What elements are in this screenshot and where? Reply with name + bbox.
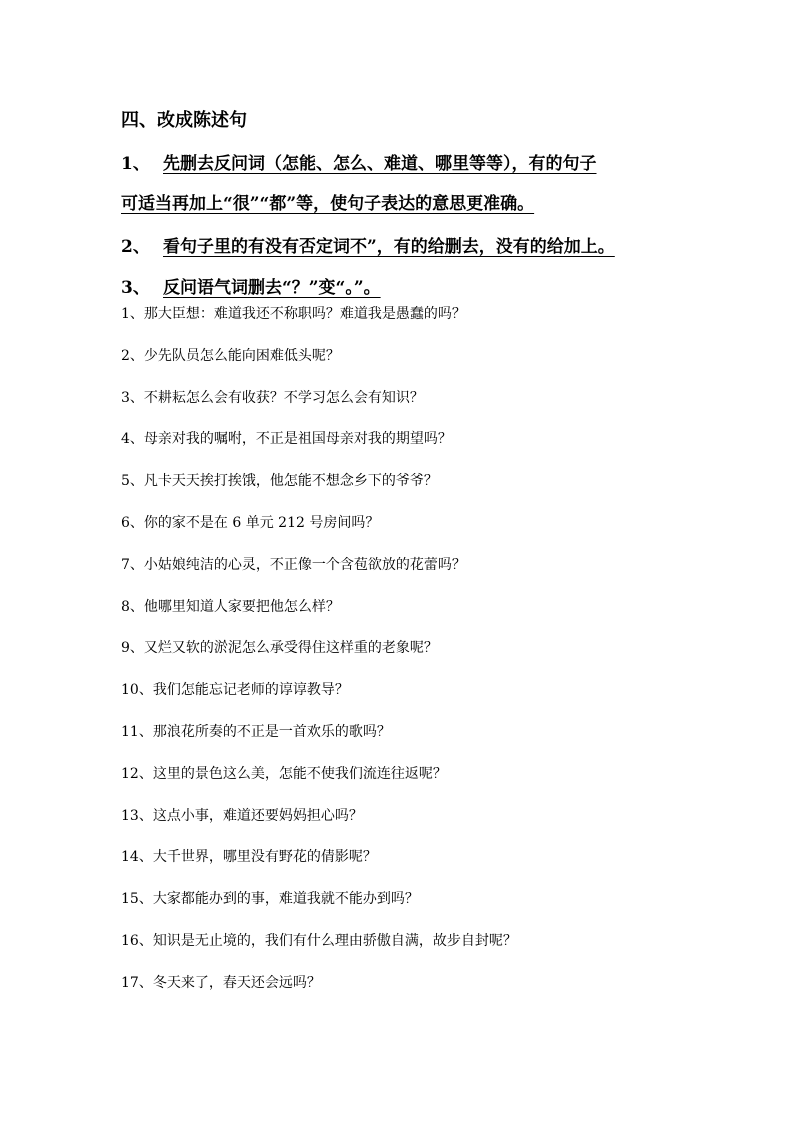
rule-2 — [121, 232, 615, 257]
sentence-item: 8、他哪里知道人家要把他怎么样？ — [121, 598, 340, 615]
sentence-item: 1、那大臣想：难道我还不称职吗？难道我是愚蠢的吗？ — [121, 306, 466, 322]
rule-3-number: 3、 — [121, 278, 150, 298]
rule-1-number: 1、 — [121, 154, 150, 174]
sentence-item: 15、大家都能办到的事，难道我就不能办到吗？ — [121, 891, 419, 908]
sentence-item: 12、这里的景色这么美，怎能不使我们流连往返呢？ — [121, 765, 447, 782]
sentence-item: 3、不耕耘怎么会有收获？不学习怎么会有知识？ — [121, 389, 424, 406]
sentence-item: 13、这点小事，难道还要妈妈担心吗？ — [121, 807, 363, 824]
rule-2-number: 2、 — [121, 237, 150, 257]
rule-1-text-1: 先删去反问词（怎能、怎么、难道、哪里等等），有的句子 — [163, 154, 597, 174]
rule-1-line-2 — [121, 189, 534, 214]
sentence-item: 14、大千世界，哪里没有野花的倩影呢？ — [121, 849, 377, 866]
sentence-list — [121, 305, 721, 1016]
rule-2-text: 看句子里的有没有否定词不”，有的给删去，没有的给加上。 — [163, 237, 615, 257]
sentence-item: 16、知识是无止境的，我们有什么理由骄傲自满，故步自封呢？ — [121, 932, 517, 949]
sentence-item: 7、小姑娘纯洁的心灵，不正像一个含苞欲放的花蕾吗？ — [121, 556, 466, 573]
sentence-item: 5、凡卡天天挨打挨饿，他怎能不想念乡下的爷爷？ — [121, 473, 438, 490]
sentence-item: 2、少先队员怎么能向困难低头呢？ — [121, 347, 340, 364]
rule-3 — [121, 273, 381, 298]
sentence-item: 11、那浪花所奏的不正是一首欢乐的歌吗？ — [121, 723, 391, 740]
sentence-item: 6、你的家不是在 6 单元 212 号房间吗？ — [121, 514, 380, 531]
rule-1-line-1 — [121, 149, 597, 174]
section-heading: 四、改成陈述句 — [121, 110, 247, 131]
rule-1-text-2: 可适当再加上“很”“都”等，使句子表达的意思更准确。 — [121, 194, 535, 214]
rule-3-text: 反问语气词删去“？”变“。”。 — [163, 278, 381, 298]
sentence-item: 10、我们怎能忘记老师的谆谆教导？ — [121, 682, 349, 699]
sentence-item: 9、又烂又软的淤泥怎么承受得住这样重的老象呢？ — [121, 640, 438, 657]
sentence-item: 17、冬天来了，春天还会远吗？ — [121, 974, 321, 991]
sentence-item: 4、母亲对我的嘱咐，不正是祖国母亲对我的期望吗？ — [121, 431, 452, 448]
